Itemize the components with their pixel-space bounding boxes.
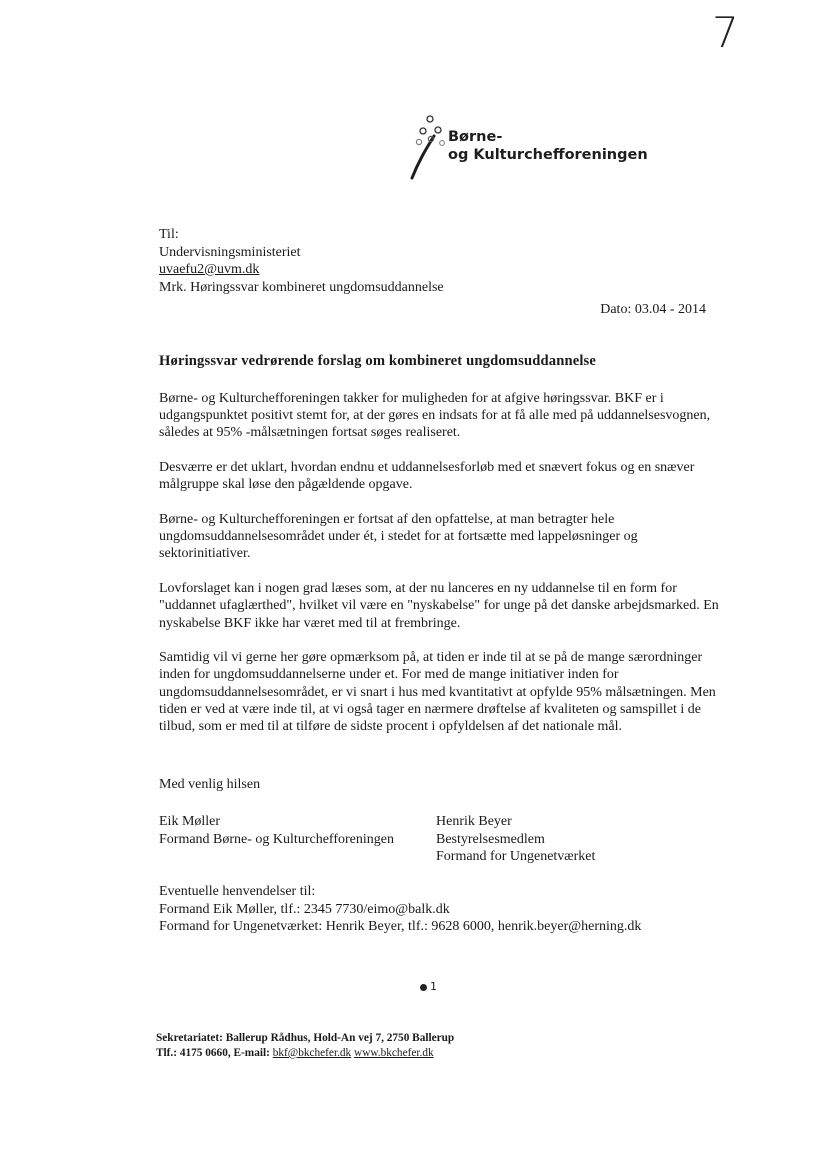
letter-subject: Høringssvar vedrørende forslag om kombineret ungdomsuddannelse: [159, 353, 597, 369]
footer-email-link[interactable]: bkf@bkchefer.dk: [272, 1047, 352, 1059]
logo-line-2: og Kulturchefforeningen: [448, 147, 648, 163]
to-label: Til:: [159, 227, 179, 242]
body-paragraph: Lovforslaget kan i nogen grad læses som, at der nu lanceres en ny uddannelse til en form for "uddannet ufaglærthed", hvilket vil være en "nyskabelse" for unge på det danske arbejdsmarked. En nyskabelse BKF ikke har været med til at frembringe.: [159, 581, 719, 631]
closing-salutation: Med venlig hilsen: [159, 777, 261, 792]
footer-contact-line: [156, 1046, 454, 1061]
signatory-name: Henrik Beyer: [436, 814, 512, 829]
signatory-1: [159, 813, 394, 848]
signatory-2: [436, 813, 595, 866]
contact-heading: Eventuelle henvendelser til:: [159, 884, 316, 899]
body-paragraph: Børne- og Kulturchefforeningen er fortsat af den opfattelse, at man betragter hele ungdomsuddannelsesområdet under ét, i stedet for at fortsætte med lappeløsninger og sektorinitiativer.: [159, 512, 638, 562]
letter-body: [159, 390, 719, 753]
contact-block: [159, 883, 641, 936]
organization-logo-text: [448, 128, 648, 164]
recipient-email-link[interactable]: uvaefu2@uvm.dk: [159, 262, 260, 277]
footer-website-link[interactable]: www.bkchefer.dk: [354, 1047, 434, 1059]
recipient-reference: Mrk. Høringssvar kombineret ungdomsuddannelse: [159, 279, 444, 295]
signatory-name: Eik Møller: [159, 814, 221, 829]
recipient-block: [159, 226, 444, 296]
signatory-title: Formand Børne- og Kulturchefforeningen: [159, 831, 394, 847]
footer-phone: Tlf.: 4175 0660, E-mail:: [156, 1047, 273, 1059]
letter-footer: [156, 1031, 454, 1061]
recipient-organization: Undervisningsministeriet: [159, 244, 301, 260]
page-indicator-number: 1: [430, 980, 437, 993]
contact-line: Formand for Ungenetværket: Henrik Beyer, tlf.: 9628 6000, henrik.beyer@herning.dk: [159, 919, 642, 934]
contact-line: Formand Eik Møller, tlf.: 2345 7730/eimo@balk.dk: [159, 901, 450, 917]
signatory-title-secondary: Formand for Ungenetværket: [436, 849, 596, 864]
page-indicator: [420, 980, 437, 993]
footer-address: Sekretariatet: Ballerup Rådhus, Hold-An vej 7, 2750 Ballerup: [156, 1032, 455, 1044]
signatory-title: Bestyrelsesmedlem: [436, 831, 545, 847]
body-paragraph: Desværre er det uklart, hvordan endnu et uddannelsesforløb med et snævert fokus og en snæver målgruppe skal løse den pågældende opgave.: [159, 460, 695, 493]
handwritten-page-number: 7: [712, 8, 739, 57]
letter-date: Dato: 03.04 - 2014: [600, 302, 706, 317]
bullet-icon: [420, 984, 427, 991]
body-paragraph: Børne- og Kulturchefforeningen takker for muligheden for at afgive høringssvar. BKF er i udgangspunktet positivt stemt for, at der gøres en indsats for at få alle med på uddannelsesvognen, således at 95% -målsætningen fortsat søges realiseret.: [159, 391, 711, 441]
logo-line-1: Børne-: [448, 129, 503, 145]
logo-mark-icon: [404, 106, 450, 182]
body-paragraph: Samtidig vil vi gerne her gøre opmærksom på, at tiden er inde til at se på de mange særordninger inden for ungdomsuddannelserne under et. For med de mange initiativer inden for ungdomsuddannelsesområdet, er vi snart i hus med kvantitativt at opfylde 95% målsætningen. Men tiden er ved at være inde til, at vi også tager en nærmere drøftelse af kvaliteten og samspillet i de tilbud, som er med til at tilføre de sidste procent i opfyldelsen af det nationale mål.: [159, 650, 716, 735]
